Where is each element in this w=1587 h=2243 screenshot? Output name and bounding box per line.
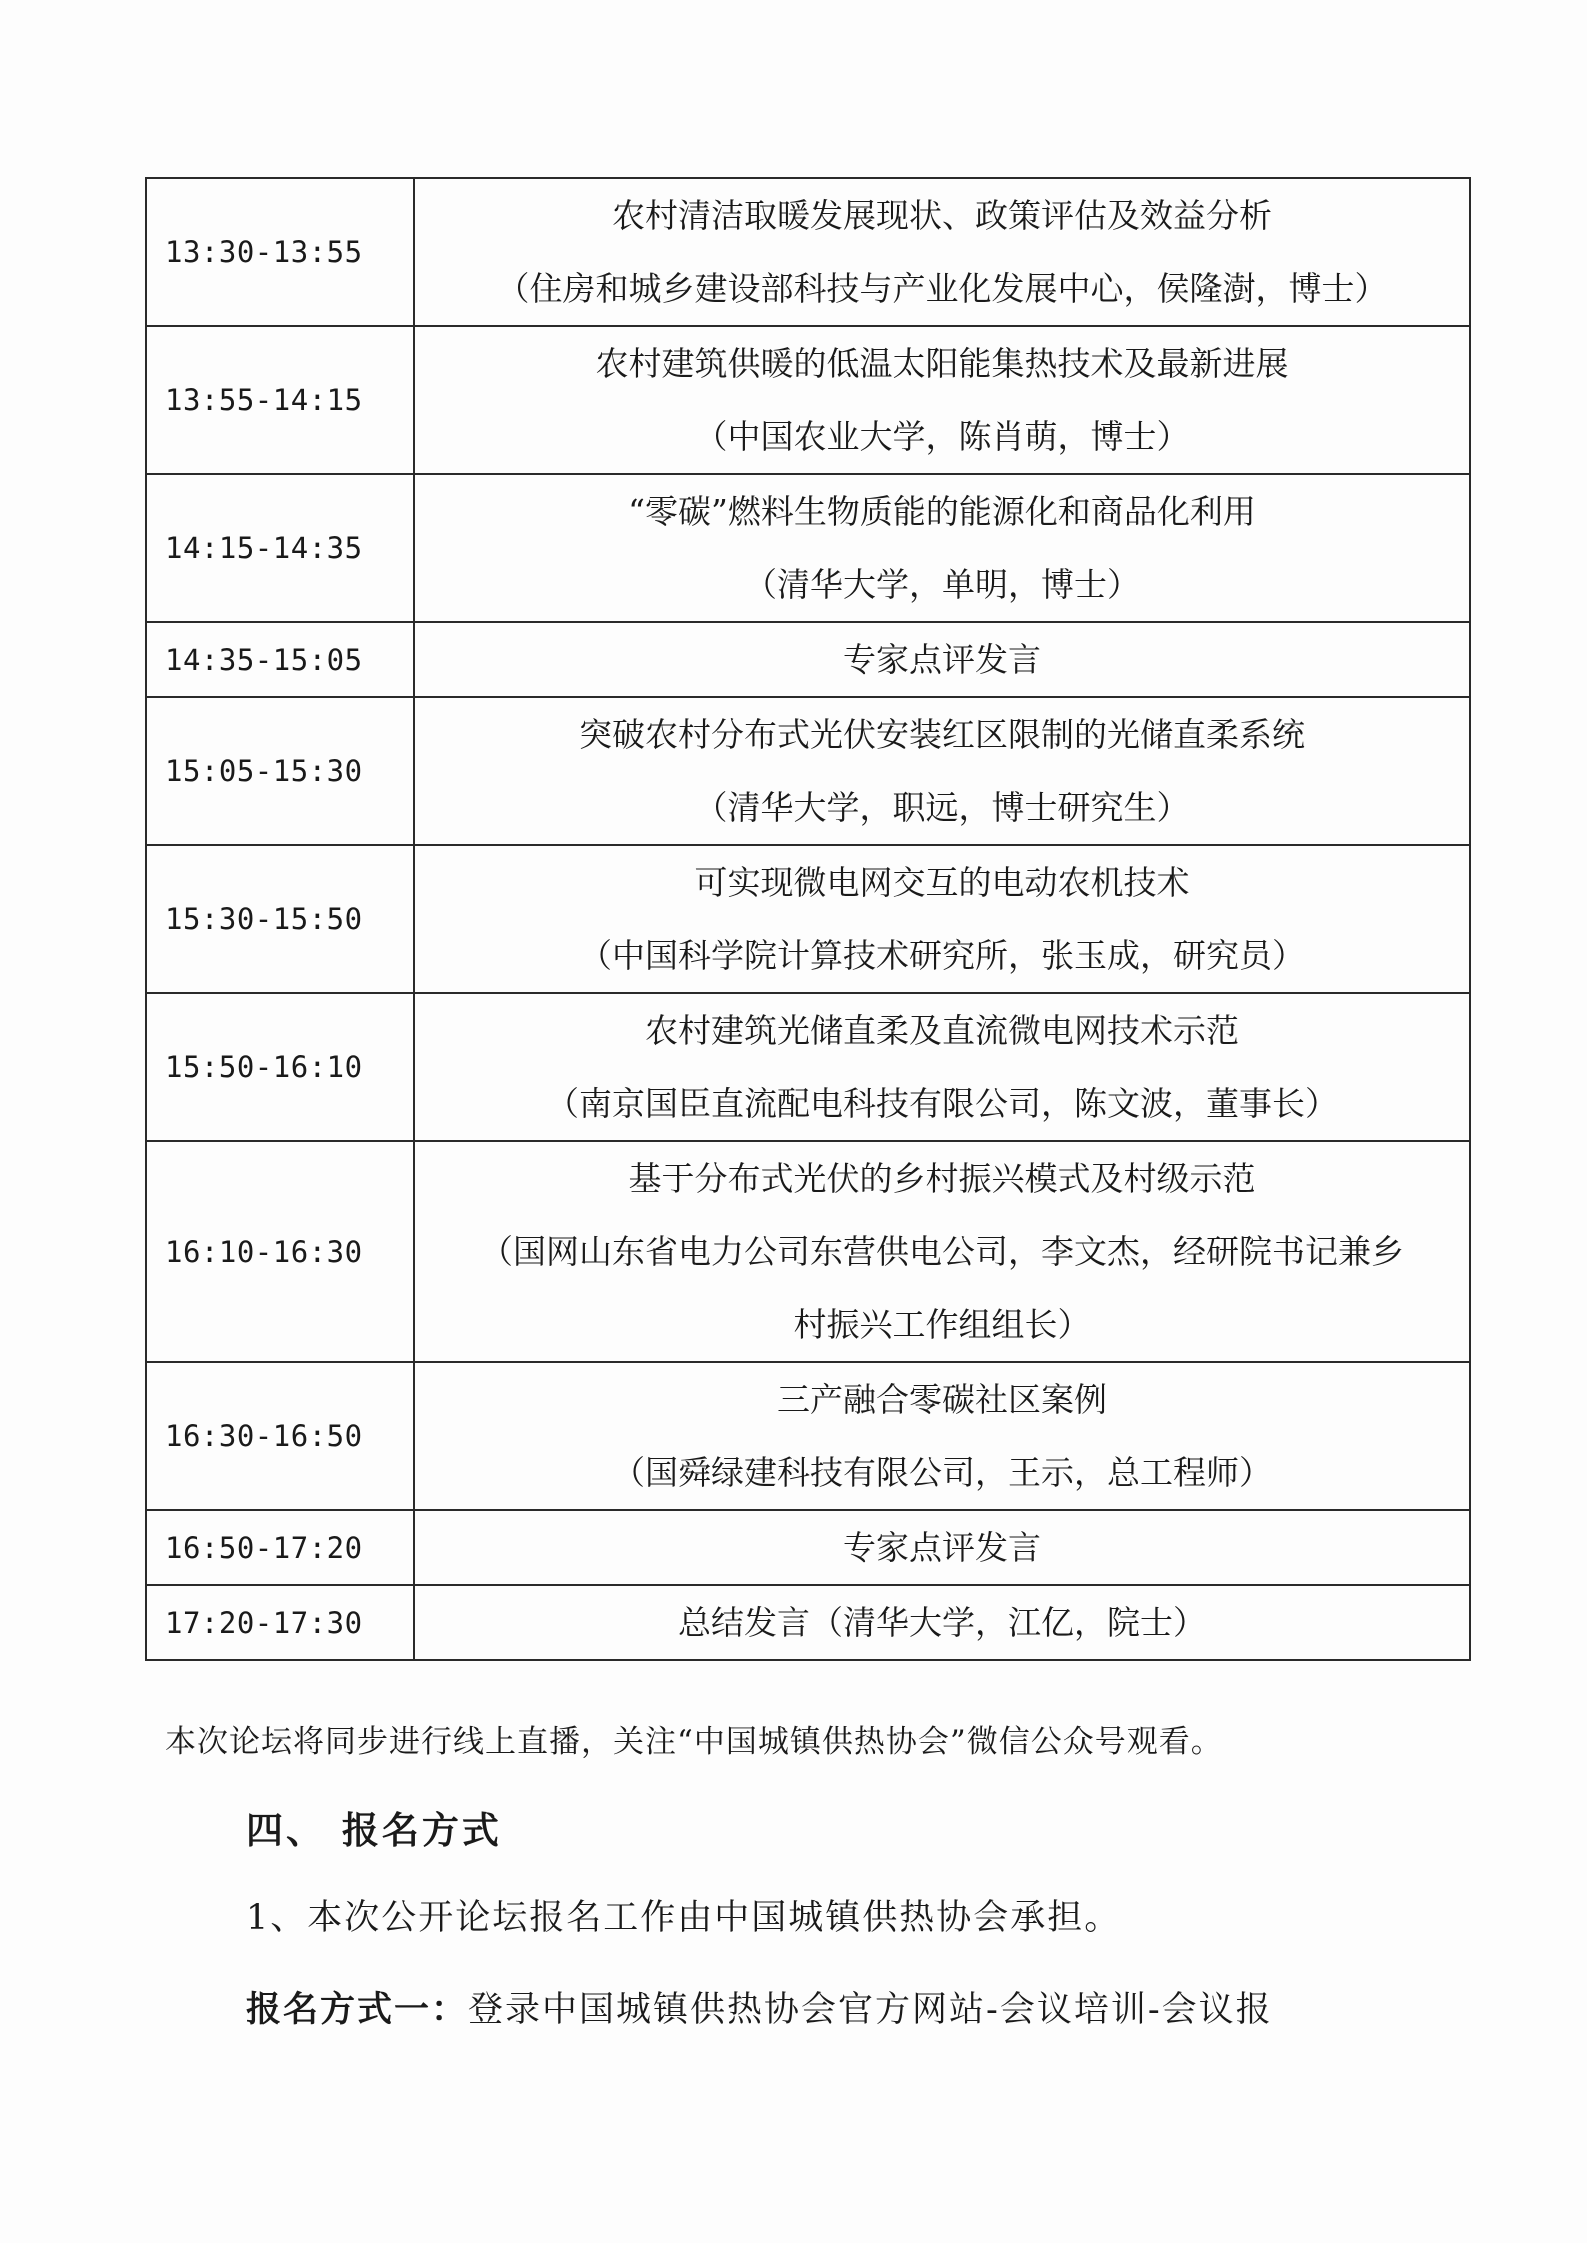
schedule-topic: [414, 1510, 1470, 1585]
schedule-time: 16:30-16:50: [146, 1362, 414, 1510]
topic-speaker: （国网山东省电力公司东营供电公司，李文杰，经研院书记兼乡: [480, 1232, 1404, 1271]
schedule-row: [146, 326, 1470, 474]
schedule-time: 15:50-16:10: [146, 993, 414, 1141]
schedule-table: [145, 177, 1471, 1661]
schedule-row: [146, 178, 1470, 326]
topic-title: 总结发言（清华大学，江亿，院士）: [678, 1603, 1206, 1642]
schedule-time: 14:15-14:35: [146, 474, 414, 622]
topic-speaker: （国舜绿建科技有限公司，王示，总工程师）: [612, 1453, 1272, 1492]
schedule-row: [146, 993, 1470, 1141]
schedule-topic: [414, 697, 1470, 845]
schedule-time: 13:55-14:15: [146, 326, 414, 474]
topic-title: “零碳”燃料生物质能的能源化和商品化利用: [628, 492, 1256, 531]
schedule-topic: [414, 1141, 1470, 1362]
topic-speaker: （住房和城乡建设部科技与产业化发展中心，侯隆澍，博士）: [496, 269, 1388, 308]
topic-title: 农村清洁取暖发展现状、政策评估及效益分析: [612, 196, 1272, 235]
topic-title: 农村建筑供暖的低温太阳能集热技术及最新进展: [595, 344, 1289, 383]
registration-method-label: 报名方式一：: [246, 1989, 469, 2030]
section-heading-registration: 四、 报名方式: [246, 1808, 502, 1852]
schedule-time: 16:50-17:20: [146, 1510, 414, 1585]
schedule-time: 16:10-16:30: [146, 1141, 414, 1362]
topic-speaker: （南京国臣直流配电科技有限公司，陈文波，董事长）: [546, 1084, 1338, 1123]
schedule-time: 15:30-15:50: [146, 845, 414, 993]
topic-speaker: （中国农业大学，陈肖萌，博士）: [694, 417, 1190, 456]
schedule-topic: [414, 622, 1470, 697]
registration-paragraph-1: 1、本次公开论坛报名工作由中国城镇供热协会承担。: [246, 1898, 1122, 1938]
schedule-row: [146, 697, 1470, 845]
schedule-topic: [414, 474, 1470, 622]
schedule-topic: [414, 1585, 1470, 1660]
schedule-row: [146, 1585, 1470, 1660]
topic-title: 可实现微电网交互的电动农机技术: [694, 863, 1190, 902]
livestream-note: 本次论坛将同步进行线上直播，关注“中国城镇供热协会”微信公众号观看。: [165, 1724, 1223, 1760]
topic-title: 突破农村分布式光伏安装红区限制的光储直柔系统: [579, 715, 1305, 754]
schedule-row: [146, 1141, 1470, 1362]
registration-paragraph-2: [246, 1982, 1273, 2032]
topic-speaker: 村振兴工作组组长）: [793, 1305, 1091, 1344]
schedule-topic: [414, 326, 1470, 474]
topic-speaker: （清华大学，单明，博士）: [744, 565, 1140, 604]
schedule-time: 14:35-15:05: [146, 622, 414, 697]
topic-title: 专家点评发言: [843, 1528, 1041, 1567]
schedule-time: 17:20-17:30: [146, 1585, 414, 1660]
schedule-row: [146, 622, 1470, 697]
schedule-topic: [414, 845, 1470, 993]
topic-title: 农村建筑光储直柔及直流微电网技术示范: [645, 1011, 1239, 1050]
topic-title: 基于分布式光伏的乡村振兴模式及村级示范: [628, 1159, 1256, 1198]
topic-title: 三产融合零碳社区案例: [777, 1380, 1107, 1419]
schedule-row: [146, 474, 1470, 622]
schedule-time: 15:05-15:30: [146, 697, 414, 845]
schedule-topic: [414, 178, 1470, 326]
topic-speaker: （中国科学院计算技术研究所，张玉成，研究员）: [579, 936, 1305, 975]
schedule-row: [146, 1510, 1470, 1585]
schedule-topic: [414, 993, 1470, 1141]
schedule-row: [146, 845, 1470, 993]
schedule-body: [146, 178, 1470, 1660]
registration-method-text: 登录中国城镇供热协会官方网站-会议培训-会议报: [468, 1990, 1273, 2030]
schedule-row: [146, 1362, 1470, 1510]
topic-speaker: （清华大学，职远，博士研究生）: [694, 788, 1190, 827]
topic-title: 专家点评发言: [843, 640, 1041, 679]
schedule-topic: [414, 1362, 1470, 1510]
schedule-time: 13:30-13:55: [146, 178, 414, 326]
